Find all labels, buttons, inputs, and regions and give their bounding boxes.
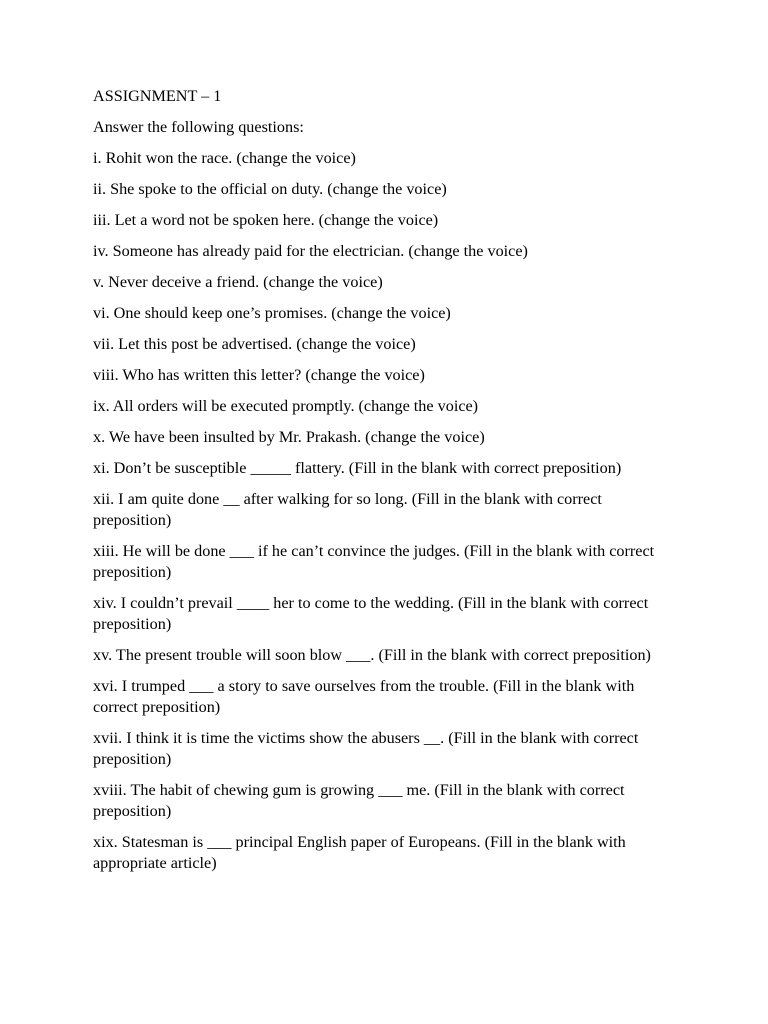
- question-item: vi. One should keep one’s promises. (change the voice): [93, 304, 451, 322]
- question-item: xv. The present trouble will soon blow ___. (Fill in the blank with correct preposition): [93, 646, 651, 664]
- question-item: iv. Someone has already paid for the electrician. (change the voice): [93, 242, 528, 260]
- question-item: ix. All orders will be executed promptly. (change the voice): [93, 397, 479, 415]
- question-item: i. Rohit won the race. (change the voice): [93, 149, 356, 167]
- instructions-text: Answer the following questions:: [93, 118, 304, 136]
- question-item: xviii. The habit of chewing gum is growing ___ me. (Fill in the blank with correct preposition): [93, 781, 625, 820]
- question-item: iii. Let a word not be spoken here. (change the voice): [93, 211, 439, 229]
- question-item: xix. Statesman is ___ principal English paper of Europeans. (Fill in the blank with appropriate article): [93, 833, 626, 872]
- question-item: ii. She spoke to the official on duty. (change the voice): [93, 180, 447, 198]
- question-item: xvi. I trumped ___ a story to save ourselves from the trouble. (Fill in the blank with correct preposition): [93, 677, 635, 716]
- question-item: v. Never deceive a friend. (change the voice): [93, 273, 383, 291]
- question-item: xvii. I think it is time the victims show the abusers __. (Fill in the blank with correct preposition): [93, 729, 639, 768]
- assignment-title: ASSIGNMENT – 1: [93, 87, 222, 105]
- document-page: [93, 86, 673, 884]
- question-item: xii. I am quite done __ after walking for so long. (Fill in the blank with correct preposition): [93, 490, 602, 529]
- question-item: xiv. I couldn’t prevail ____ her to come to the wedding. (Fill in the blank with correct preposition): [93, 594, 649, 633]
- question-item: viii. Who has written this letter? (change the voice): [93, 366, 425, 384]
- question-item: xiii. He will be done ___ if he can’t convince the judges. (Fill in the blank with correct preposition): [93, 542, 655, 581]
- question-item: x. We have been insulted by Mr. Prakash. (change the voice): [93, 428, 485, 446]
- question-item: vii. Let this post be advertised. (change the voice): [93, 335, 416, 353]
- question-item: xi. Don’t be susceptible _____ flattery. (Fill in the blank with correct preposition): [93, 459, 622, 477]
